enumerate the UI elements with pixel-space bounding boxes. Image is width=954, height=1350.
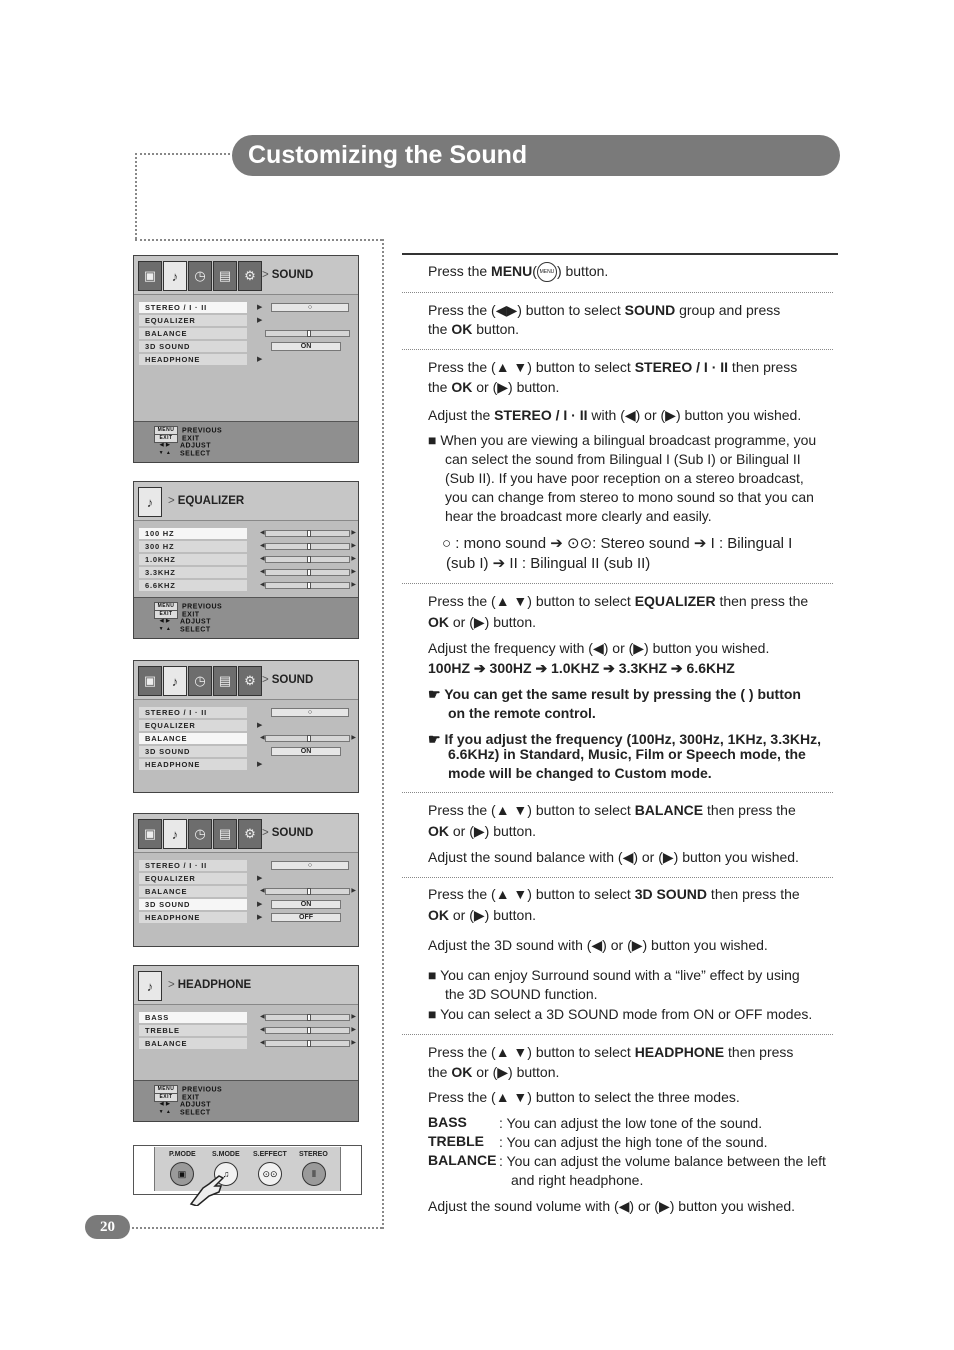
exit-key-icon: EXIT: [154, 610, 178, 619]
foot-adjust: ADJUST: [180, 618, 212, 626]
step-stereo-1: Press the (▲ ▼) button to select STEREO / I · II then press: [428, 359, 798, 375]
note-bilingual-3: (Sub II). If you have poor reception on a stereo broadcast,: [445, 470, 804, 486]
seffect-button[interactable]: ⊙⊙: [258, 1162, 282, 1186]
step-headphone-2: the OK or (▶) button.: [428, 1064, 560, 1080]
osd-equalizer-menu: ♪ > EQUALIZER 100 HZ ◀ ▶ 300 HZ ◀ ▶ 1.0KHZ ◀ ▶ 3.3KHZ ◀ ▶ 6.6KHZ ◀ ▶ MENU PREVIOUS EXIT EXIT ◀ ▶ ADJUST ▼ ▲ SELECT: [133, 481, 359, 639]
osd-item-100hz: 100 HZ: [139, 528, 247, 539]
sound-icon: ♪: [163, 261, 187, 291]
osd-sound-3d: ▣ ♪ ◷ ▤ ⚙ > SOUND STEREO / I · II ○ EQUALIZER ▶ BALANCE ◀ ▶ 3D SOUND ▶ ON HEADPHONE ▶ OFF: [133, 813, 359, 947]
osd-item-equalizer: EQUALIZER: [139, 720, 247, 731]
term-balance: BALANCE: [428, 1152, 497, 1168]
frequency-sequence: 100HZ ➔ 300HZ ➔ 1.0KHZ ➔ 3.3KHZ ➔ 6.6KHZ: [428, 660, 735, 676]
osd-item-3-3khz: 3.3KHZ: [139, 567, 247, 578]
osd-item-stereo: STEREO / I · II: [139, 707, 247, 718]
channel-icon: ▤: [213, 261, 237, 291]
step-stereo-3: Adjust the STEREO / I · II with (◀) or (▶) button you wished.: [428, 407, 802, 423]
osd-item-headphone: HEADPHONE: [139, 912, 247, 923]
clock-icon: ◷: [188, 819, 212, 849]
foot-select: SELECT: [180, 450, 211, 458]
osd-sound-menu: ▣ ♪ ◷ ▤ ⚙ > SOUND STEREO / I · II ▶ ○ EQUALIZER ▶ BALANCE 3D SOUND ON HEADPHONE ▶ MENU PREVIOUS EXIT EXIT ◀ ▶ ADJUST ▼ ▲ SELECT: [133, 255, 359, 463]
foot-exit: EXIT: [182, 1094, 200, 1102]
menu-key-icon: MENU: [154, 426, 178, 435]
step-headphone-3: Press the (▲ ▼) button to select the three modes.: [428, 1089, 740, 1105]
up-down-icon: ▼ ▲: [158, 1109, 172, 1115]
page-number: 20: [85, 1215, 130, 1239]
step-headphone-4: Adjust the sound volume with (◀) or (▶) button you wished.: [428, 1198, 796, 1214]
hint-custom-3: mode will be changed to Custom mode.: [448, 765, 712, 781]
clock-icon: ◷: [188, 666, 212, 696]
osd-item-3d-sound: 3D SOUND: [139, 899, 247, 910]
desc-balance-2: and right headphone.: [511, 1172, 644, 1188]
step-equalizer-2: OK or (▶) button.: [428, 614, 537, 630]
desc-treble: : You can adjust the high tone of the sound.: [499, 1134, 768, 1150]
stereo-button[interactable]: ⦀: [302, 1162, 326, 1186]
step-3d-2: OK or (▶) button.: [428, 907, 537, 923]
note-bilingual-5: hear the broadcast more clearly and easily.: [445, 508, 712, 524]
hint-custom-2: 6.6KHz) in Standard, Music, Film or Speech mode, the: [448, 746, 806, 762]
setup-icon: ⚙: [238, 819, 262, 849]
osd-item-equalizer: EQUALIZER: [139, 315, 247, 326]
picture-icon: ▣: [138, 261, 162, 291]
note-bilingual-2: can select the sound from Bilingual I (Sub I) or Bilingual II: [445, 451, 801, 467]
step-balance-1: Press the (▲ ▼) button to select BALANCE then press the: [428, 802, 796, 818]
osd-value-on: ON: [271, 900, 341, 909]
osd-item-balance: BALANCE: [139, 328, 247, 339]
term-bass: BASS: [428, 1114, 467, 1130]
note-bilingual-1: ■ When you are viewing a bilingual broadcast programme, you: [428, 432, 817, 448]
step-headphone-1: Press the (▲ ▼) button to select HEADPHONE then press: [428, 1044, 794, 1060]
osd-value-on: ON: [271, 342, 341, 351]
osd-item-headphone: HEADPHONE: [139, 759, 247, 770]
osd-value-off: OFF: [271, 913, 341, 922]
setup-icon: ⚙: [238, 261, 262, 291]
osd-title: SOUND: [271, 827, 314, 839]
osd-item-6-6khz: 6.6KHZ: [139, 580, 247, 591]
foot-exit: EXIT: [182, 435, 200, 443]
smode-button[interactable]: ♫: [214, 1162, 238, 1186]
note-3d-mode: ■ You can select a 3D SOUND mode from ON or OFF modes.: [428, 1006, 813, 1022]
osd-item-treble: TREBLE: [139, 1025, 247, 1036]
left-right-icon: ◀ ▶: [159, 1101, 171, 1107]
setup-icon: ⚙: [238, 666, 262, 696]
foot-previous: PREVIOUS: [182, 603, 223, 611]
osd-title: SOUND: [271, 269, 314, 281]
osd-item-1khz: 1.0KHZ: [139, 554, 247, 565]
osd-item-stereo: STEREO / I · II: [139, 302, 247, 313]
osd-item-headphone: HEADPHONE: [139, 354, 247, 365]
left-right-icon: ◀ ▶: [159, 442, 171, 448]
foot-previous: PREVIOUS: [182, 427, 223, 435]
pmode-label: P.MODE: [169, 1151, 196, 1158]
remote-control-panel: [133, 1145, 362, 1195]
step-equalizer-3: Adjust the frequency with (◀) or (▶) button you wished.: [428, 640, 770, 656]
osd-item-balance: BALANCE: [139, 733, 247, 744]
step-sound-2: the OK button.: [428, 321, 520, 337]
menu-key-icon: MENU: [154, 602, 178, 611]
mono-icon: ○: [271, 861, 349, 870]
pointing-hand-icon: [189, 1172, 229, 1206]
osd-item-bass: BASS: [139, 1012, 247, 1023]
hint-custom-1: ☛ If you adjust the frequency (100Hz, 300Hz, 1KHz, 3.3KHz,: [428, 731, 821, 747]
desc-balance-1: : You can adjust the volume balance between the left: [499, 1153, 826, 1169]
step-3d-1: Press the (▲ ▼) button to select 3D SOUND then press the: [428, 886, 800, 902]
note-surround-1: ■ You can enjoy Surround sound with a “live” effect by using: [428, 967, 800, 983]
step-balance-3: Adjust the sound balance with (◀) or (▶) button you wished.: [428, 849, 799, 865]
exit-key-icon: EXIT: [154, 434, 178, 443]
smode-label: S.MODE: [212, 1151, 240, 1158]
note-surround-2: the 3D SOUND function.: [445, 986, 598, 1002]
hint-smode-1: ☛ You can get the same result by pressing the ( ) button: [428, 686, 801, 702]
osd-headphone-menu: ♪ > HEADPHONE BASS ◀ ▶ TREBLE ◀ ▶ BALANCE ◀ ▶ MENU PREVIOUS EXIT EXIT ◀ ▶ ADJUST ▼ ▲ SELECT: [133, 965, 359, 1122]
desc-bass: : You can adjust the low tone of the sound.: [499, 1115, 763, 1131]
mode-sequence-1: ○ : mono sound ➔ ⊙⊙: Stereo sound ➔ I : Bilingual I: [442, 535, 793, 552]
sound-icon: ♪: [138, 971, 162, 1001]
osd-title: EQUALIZER: [177, 495, 245, 507]
mono-icon: ○: [271, 708, 349, 717]
sound-icon: ♪: [138, 487, 162, 517]
exit-key-icon: EXIT: [154, 1093, 178, 1102]
foot-adjust: ADJUST: [180, 1101, 212, 1109]
step-sound-1: Press the (◀▶) button to select SOUND group and press: [428, 302, 781, 318]
picture-icon: ▣: [138, 666, 162, 696]
menu-button-icon: MENU: [537, 262, 557, 282]
osd-title: HEADPHONE: [177, 979, 252, 991]
up-down-icon: ▼ ▲: [158, 626, 172, 632]
osd-sound-balance: ▣ ♪ ◷ ▤ ⚙ > SOUND STEREO / I · II ○ EQUALIZER ▶ BALANCE ◀ ▶ 3D SOUND ON HEADPHONE ▶: [133, 660, 359, 793]
osd-item-balance: BALANCE: [139, 1038, 247, 1049]
osd-title: SOUND: [271, 674, 314, 686]
sound-icon: ♪: [163, 819, 187, 849]
menu-key-icon: MENU: [154, 1085, 178, 1094]
stereo-label: STEREO: [299, 1151, 328, 1158]
osd-item-3d-sound: 3D SOUND: [139, 341, 247, 352]
foot-select: SELECT: [180, 1109, 211, 1117]
up-down-icon: ▼ ▲: [158, 450, 172, 456]
page-title: Customizing the Sound: [248, 141, 528, 169]
step-balance-2: OK or (▶) button.: [428, 823, 537, 839]
osd-item-3d-sound: 3D SOUND: [139, 746, 247, 757]
osd-item-300hz: 300 HZ: [139, 541, 247, 552]
step-stereo-2: the OK or (▶) button.: [428, 379, 560, 395]
clock-icon: ◷: [188, 261, 212, 291]
section-top-rule: [402, 253, 838, 255]
foot-select: SELECT: [180, 626, 211, 634]
term-treble: TREBLE: [428, 1133, 484, 1149]
osd-value-on: ON: [271, 747, 341, 756]
sound-icon: ♪: [163, 666, 187, 696]
foot-adjust: ADJUST: [180, 442, 212, 450]
foot-previous: PREVIOUS: [182, 1086, 223, 1094]
osd-item-stereo: STEREO / I · II: [139, 860, 247, 871]
seffect-label: S.EFFECT: [253, 1151, 287, 1158]
step-equalizer-1: Press the (▲ ▼) button to select EQUALIZER then press the: [428, 593, 809, 609]
picture-icon: ▣: [138, 819, 162, 849]
foot-exit: EXIT: [182, 611, 200, 619]
osd-item-equalizer: EQUALIZER: [139, 873, 247, 884]
hint-smode-2: on the remote control.: [448, 705, 596, 721]
note-bilingual-4: you can change from stereo to mono sound so that you can: [445, 489, 814, 505]
channel-icon: ▤: [213, 819, 237, 849]
channel-icon: ▤: [213, 666, 237, 696]
step-menu: Press the MENU( MENU ) button.: [428, 262, 608, 282]
osd-item-balance: BALANCE: [139, 886, 247, 897]
mono-icon: ○: [271, 303, 349, 312]
pmode-button[interactable]: ▣: [170, 1162, 194, 1186]
step-3d-3: Adjust the 3D sound with (◀) or (▶) button you wished.: [428, 937, 768, 953]
mode-sequence-2: (sub I) ➔ II : Bilingual II (sub II): [446, 555, 651, 572]
left-right-icon: ◀ ▶: [159, 618, 171, 624]
